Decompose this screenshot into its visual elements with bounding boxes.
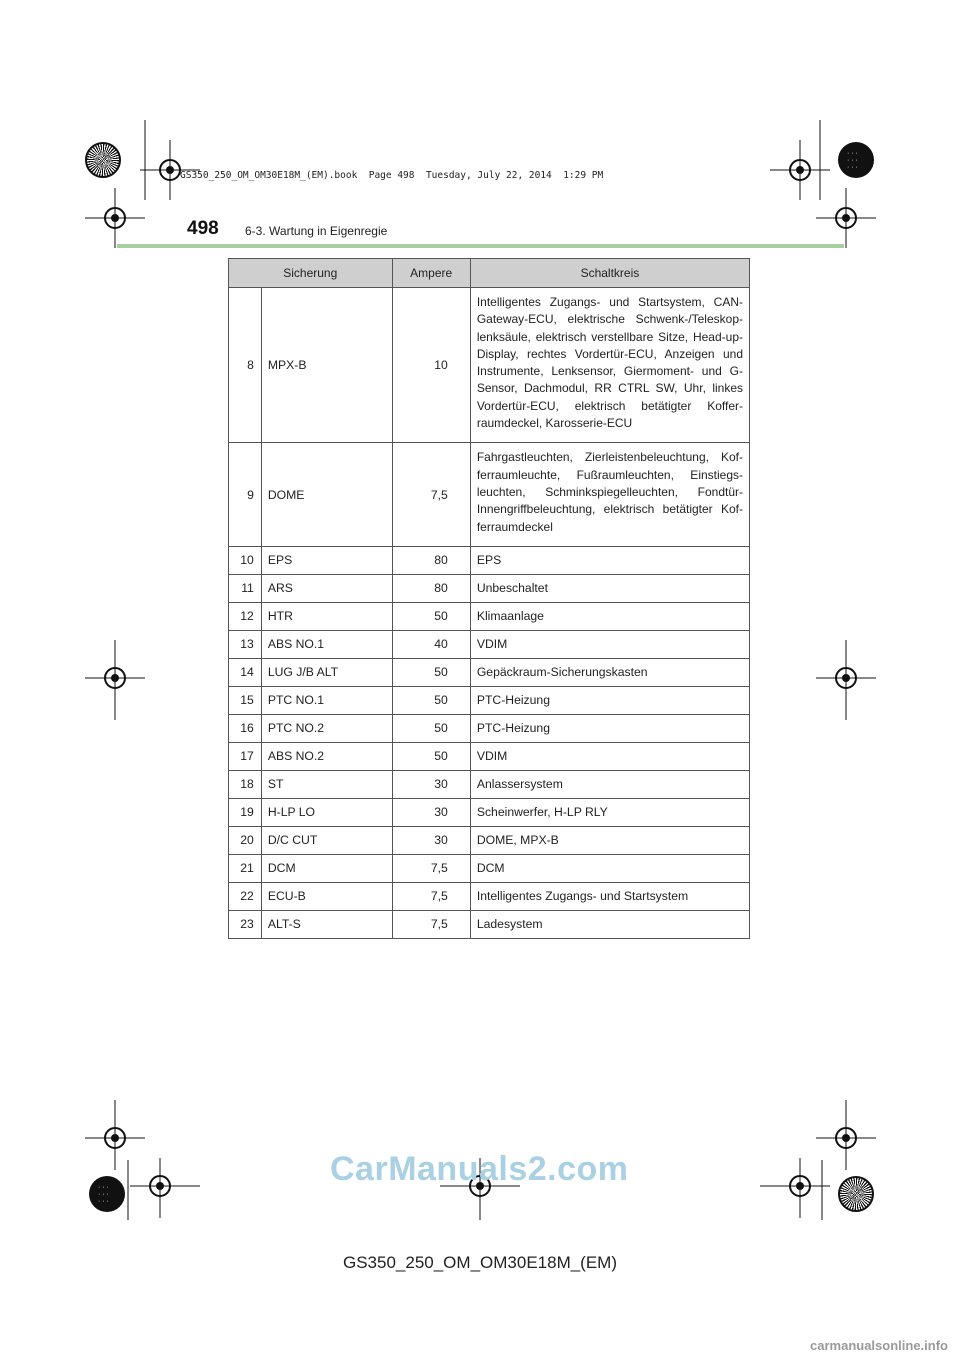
table-row bbox=[229, 288, 750, 443]
fuse-number: 19 bbox=[229, 798, 262, 826]
fuse-name: ARS bbox=[261, 574, 392, 602]
fuse-circuit: DOME, MPX-B bbox=[470, 826, 749, 854]
table-row bbox=[229, 770, 750, 798]
fuse-circuit: PTC-Heizung bbox=[470, 714, 749, 742]
fuse-number: 8 bbox=[229, 288, 262, 443]
fuse-ampere: 30 bbox=[392, 770, 470, 798]
table-row bbox=[229, 798, 750, 826]
column-header-circuit: Schaltkreis bbox=[470, 259, 749, 288]
watermark-text: CarManuals2.com bbox=[330, 1150, 629, 1188]
fuse-circuit: Scheinwerfer, H-LP RLY bbox=[470, 798, 749, 826]
fuse-number: 22 bbox=[229, 882, 262, 910]
fuse-ampere: 7,5 bbox=[392, 882, 470, 910]
fuse-circuit: DCM bbox=[470, 854, 749, 882]
fuse-ampere: 7,5 bbox=[392, 854, 470, 882]
fuse-circuit: Intelligentes Zugangs- und Startsystem, CAN-Gateway-ECU, elektrische Schwenk-/Teleskop-lenksäule, elektrisch verstellbare Sitze, Head-up-Display, rechtes Vordertür-ECU, Anzeigen und Instrumente, Lenksensor, Giermoment- und G-Sensor, Dachmodul, RR CTRL SW, Uhr, linkes Vordertür-ECU, elektrisch betätigter Koffer-raumdeckel, Karosserie-ECU bbox=[470, 288, 749, 443]
fuse-name: H-LP LO bbox=[261, 798, 392, 826]
registration-mark-bottom-right-outer bbox=[800, 1160, 880, 1240]
crosshair-mark bbox=[130, 1158, 200, 1218]
fuse-name: LUG J/B ALT bbox=[261, 658, 392, 686]
fuse-ampere: 30 bbox=[392, 826, 470, 854]
fuse-name: ABS NO.1 bbox=[261, 630, 392, 658]
table-row bbox=[229, 443, 750, 546]
page-number: 498 bbox=[187, 218, 219, 239]
fuse-ampere: 7,5 bbox=[392, 910, 470, 938]
fuse-number: 21 bbox=[229, 854, 262, 882]
fuse-ampere: 50 bbox=[392, 686, 470, 714]
fuse-number: 13 bbox=[229, 630, 262, 658]
fuse-number: 12 bbox=[229, 602, 262, 630]
fuse-circuit: Anlassersystem bbox=[470, 770, 749, 798]
footer-site-text: carmanualsonline.info bbox=[810, 1338, 948, 1353]
fuse-name: DOME bbox=[261, 443, 392, 546]
fuse-number: 11 bbox=[229, 574, 262, 602]
crosshair-mark bbox=[85, 640, 145, 720]
fuse-ampere: 40 bbox=[392, 630, 470, 658]
fuse-ampere: 80 bbox=[392, 546, 470, 574]
fuse-number: 15 bbox=[229, 686, 262, 714]
table-row bbox=[229, 742, 750, 770]
fuse-circuit: Unbeschaltet bbox=[470, 574, 749, 602]
fuse-number: 23 bbox=[229, 910, 262, 938]
fuse-name: D/C CUT bbox=[261, 826, 392, 854]
table-row bbox=[229, 630, 750, 658]
table-row bbox=[229, 574, 750, 602]
fuse-name: ECU-B bbox=[261, 882, 392, 910]
fuse-name: ALT-S bbox=[261, 910, 392, 938]
column-header-ampere: Ampere bbox=[392, 259, 470, 288]
fuse-number: 17 bbox=[229, 742, 262, 770]
fuse-circuit: PTC-Heizung bbox=[470, 686, 749, 714]
fuse-ampere: 80 bbox=[392, 574, 470, 602]
section-title: 6-3. Wartung in Eigenregie bbox=[245, 224, 388, 238]
fuse-ampere: 7,5 bbox=[392, 443, 470, 546]
fuse-circuit: Gepäckraum-Sicherungskasten bbox=[470, 658, 749, 686]
fuse-circuit: Fahrgastleuchten, Zierleistenbeleuchtung, Kof-ferraumleuchte, Fußraumleuchten, Einstiegs-leuchten, Schminkspiegelleuchten, Fondtür-Innengriffbeleuchtung, elektrisch betätigter Kof-ferraumdeckel bbox=[470, 443, 749, 546]
table-header-row bbox=[229, 259, 750, 288]
fuse-table bbox=[228, 258, 750, 939]
fuse-ampere: 50 bbox=[392, 714, 470, 742]
crosshair-mark bbox=[816, 640, 876, 720]
fuse-name: ST bbox=[261, 770, 392, 798]
table-row bbox=[229, 602, 750, 630]
table-row bbox=[229, 854, 750, 882]
table-row bbox=[229, 882, 750, 910]
fuse-number: 10 bbox=[229, 546, 262, 574]
fuse-number: 20 bbox=[229, 826, 262, 854]
table-row bbox=[229, 686, 750, 714]
crosshair-mark bbox=[85, 188, 145, 248]
book-print-note: GS350_250_OM_OM30E18M_(EM).book Page 498 Tuesday, July 22, 2014 1:29 PM bbox=[180, 170, 604, 181]
fuse-circuit: VDIM bbox=[470, 742, 749, 770]
fuse-number: 18 bbox=[229, 770, 262, 798]
fuse-ampere: 50 bbox=[392, 658, 470, 686]
table-row bbox=[229, 910, 750, 938]
fuse-name: EPS bbox=[261, 546, 392, 574]
fuse-ampere: 50 bbox=[392, 742, 470, 770]
column-header-fuse: Sicherung bbox=[229, 259, 393, 288]
fuse-ampere: 10 bbox=[392, 288, 470, 443]
fuse-name: DCM bbox=[261, 854, 392, 882]
fuse-ampere: 50 bbox=[392, 602, 470, 630]
fuse-number: 14 bbox=[229, 658, 262, 686]
fuse-name: PTC NO.2 bbox=[261, 714, 392, 742]
fuse-circuit: Klimaanlage bbox=[470, 602, 749, 630]
fuse-circuit: EPS bbox=[470, 546, 749, 574]
document-code: GS350_250_OM_OM30E18M_(EM) bbox=[342, 1253, 618, 1272]
table-row bbox=[229, 658, 750, 686]
crosshair-mark bbox=[816, 188, 876, 248]
fuse-name: PTC NO.1 bbox=[261, 686, 392, 714]
fuse-name: ABS NO.2 bbox=[261, 742, 392, 770]
table-row bbox=[229, 826, 750, 854]
header-rule bbox=[117, 244, 844, 248]
table-row bbox=[229, 714, 750, 742]
table-row bbox=[229, 546, 750, 574]
fuse-circuit: Ladesystem bbox=[470, 910, 749, 938]
fuse-circuit: Intelligentes Zugangs- und Startsystem bbox=[470, 882, 749, 910]
fuse-ampere: 30 bbox=[392, 798, 470, 826]
fuse-number: 16 bbox=[229, 714, 262, 742]
fuse-name: HTR bbox=[261, 602, 392, 630]
fuse-name: MPX-B bbox=[261, 288, 392, 443]
fuse-number: 9 bbox=[229, 443, 262, 546]
fuse-circuit: VDIM bbox=[470, 630, 749, 658]
